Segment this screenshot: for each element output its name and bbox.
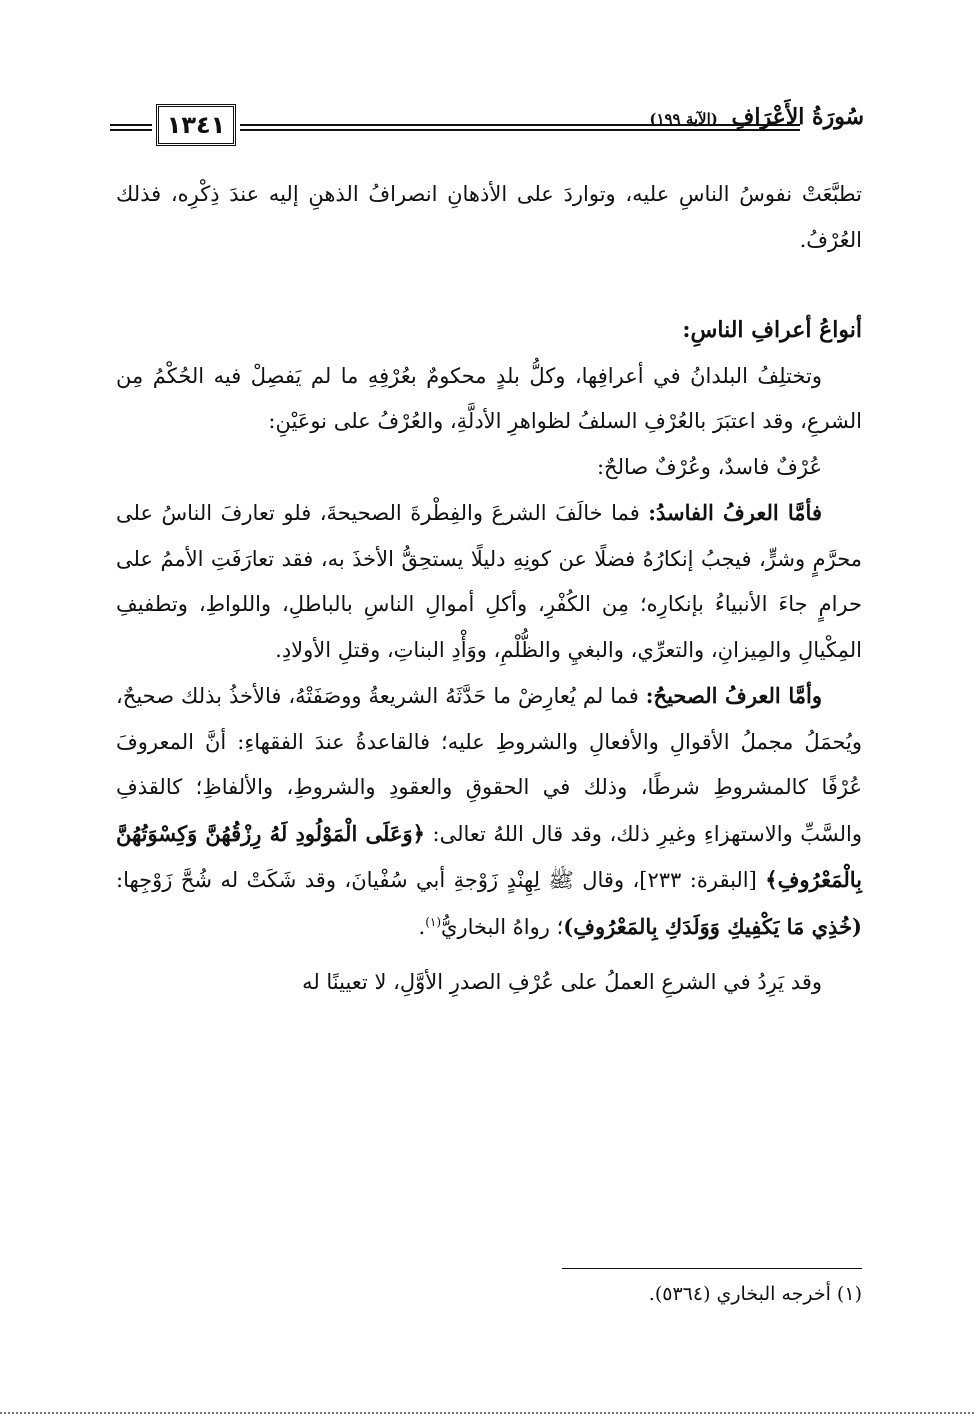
paragraph-valid-custom (116, 673, 862, 950)
footnote: (١) أخرجه البخاري (٥٣٦٤). (648, 1283, 862, 1305)
ayah-reference: (الآية ١٩٩) (649, 110, 718, 128)
corrupt-custom-text: فما خالَفَ الشرعَ والفِطْرةَ الصحيحةَ، فلو تعارفَ الناسُ على محرَّمٍ وشرٍّ، فيجبُ إنكارُهُ فضلًا عن كونِهِ دليلًا يستحِقُّ الأخذَ به، فقد تعارَفَتِ الأممُ على حرامٍ جاءَ الأنبياءُ بإنكارِه؛ مِن الكُفْرِ، وأكلِ أموالِ الناسِ بالباطلِ، واللواطِ، وتطفيفِ المِكْيالِ والمِيزانِ، والتعرِّي، والبغيِ والظُّلْمِ، ووَأْدِ البناتِ، وقتلِ الأولادِ. (116, 501, 862, 662)
paragraph-corrupt-custom (116, 490, 862, 673)
footnote-divider (562, 1268, 862, 1269)
paragraph-customs-vary: وتختلِفُ البلدانُ في أعرافِها، وكلُّ بلدٍ محكومٌ بعُرْفِهِ ما لم يَفصِلْ فيه الحُكْمُ مِن الشرعِ، وقد اعتبَرَ بالعُرْفِ السلفُ لظواهرِ الأدلَّةِ، والعُرْفُ على نوعَيْنِ: (116, 363, 862, 433)
paragraph-continuation: تطبَّعَتْ نفوسُ الناسِ عليه، وتواردَ على الأذهانِ انصرافُ الذهنِ إليه عندَ ذِكْرِه، فذلك العُرْفُ. (116, 182, 862, 252)
corrupt-custom-lead: فأمَّا العرفُ الفاسدُ: (648, 500, 822, 525)
sentence-end: . (418, 914, 426, 939)
paragraph-early-custom: وقد يَرِدُ في الشرعِ العملُ على عُرْفِ الصدرِ الأوَّلِ، لا تعيينًا له (302, 970, 822, 994)
footnote-marker[interactable]: (١) (425, 914, 442, 929)
quran-verse: ﴿وَعَلَى الْمَوْلُودِ لَهُ رِزْقُهُنَّ وَكِسْوَتُهُنَّ بِالْمَعْرُوفِ﴾ (116, 820, 862, 892)
hadith-quote: (خُذِي مَا يَكْفِيكِ وَوَلَدَكِ بِالمَعْرُوفِ) (563, 913, 862, 939)
surah-name: سُورَةُ الأَعْرَافِ (731, 104, 864, 130)
valid-custom-text: فما لم يُعارِضْ ما حَدَّثَهُ الشريعةُ ووصَفَتْهُ، فالأخذُ بذلك صحيحٌ، ويُحمَلُ مجملُ الأقوالِ والأفعالِ والشروطِ عليه؛ فالقاعدةُ عندَ الفقهاءِ: أنَّ المعروفَ عُرْفًا كالمشروطِ شرطًا، وذلك في الحقوقِ والعقودِ والشروطِ، والألفاظِ؛ كالقذفِ والسَّبِّ والاستهزاءِ وغيرِ ذلك، وقد قال اللهُ تعالى: (116, 684, 862, 846)
valid-custom-lead: وأمَّا العرفُ الصحيحُ: (645, 683, 823, 708)
header-rule-left (110, 124, 152, 131)
verse-reference-text: [البقرة: ٢٣٣]، وقال ﷺ لِهِنْدٍ زَوْجةِ أبي سُفْيانَ، وقد شَكَتْ له شُحَّ زَوْجِها: (116, 868, 766, 892)
scan-edge (0, 1412, 974, 1414)
narration-text: ؛ رواهُ البخاريُّ (441, 914, 564, 939)
section-heading: أنواعُ أعرافِ الناسِ: (682, 317, 862, 343)
body-text (116, 172, 862, 1006)
page-number: ١٣٤١ (156, 104, 236, 146)
paragraph-two-types: عُرْفٌ فاسدٌ، وعُرْفٌ صالحٌ: (596, 454, 822, 479)
surah-title (649, 104, 864, 130)
page-header (110, 96, 864, 156)
